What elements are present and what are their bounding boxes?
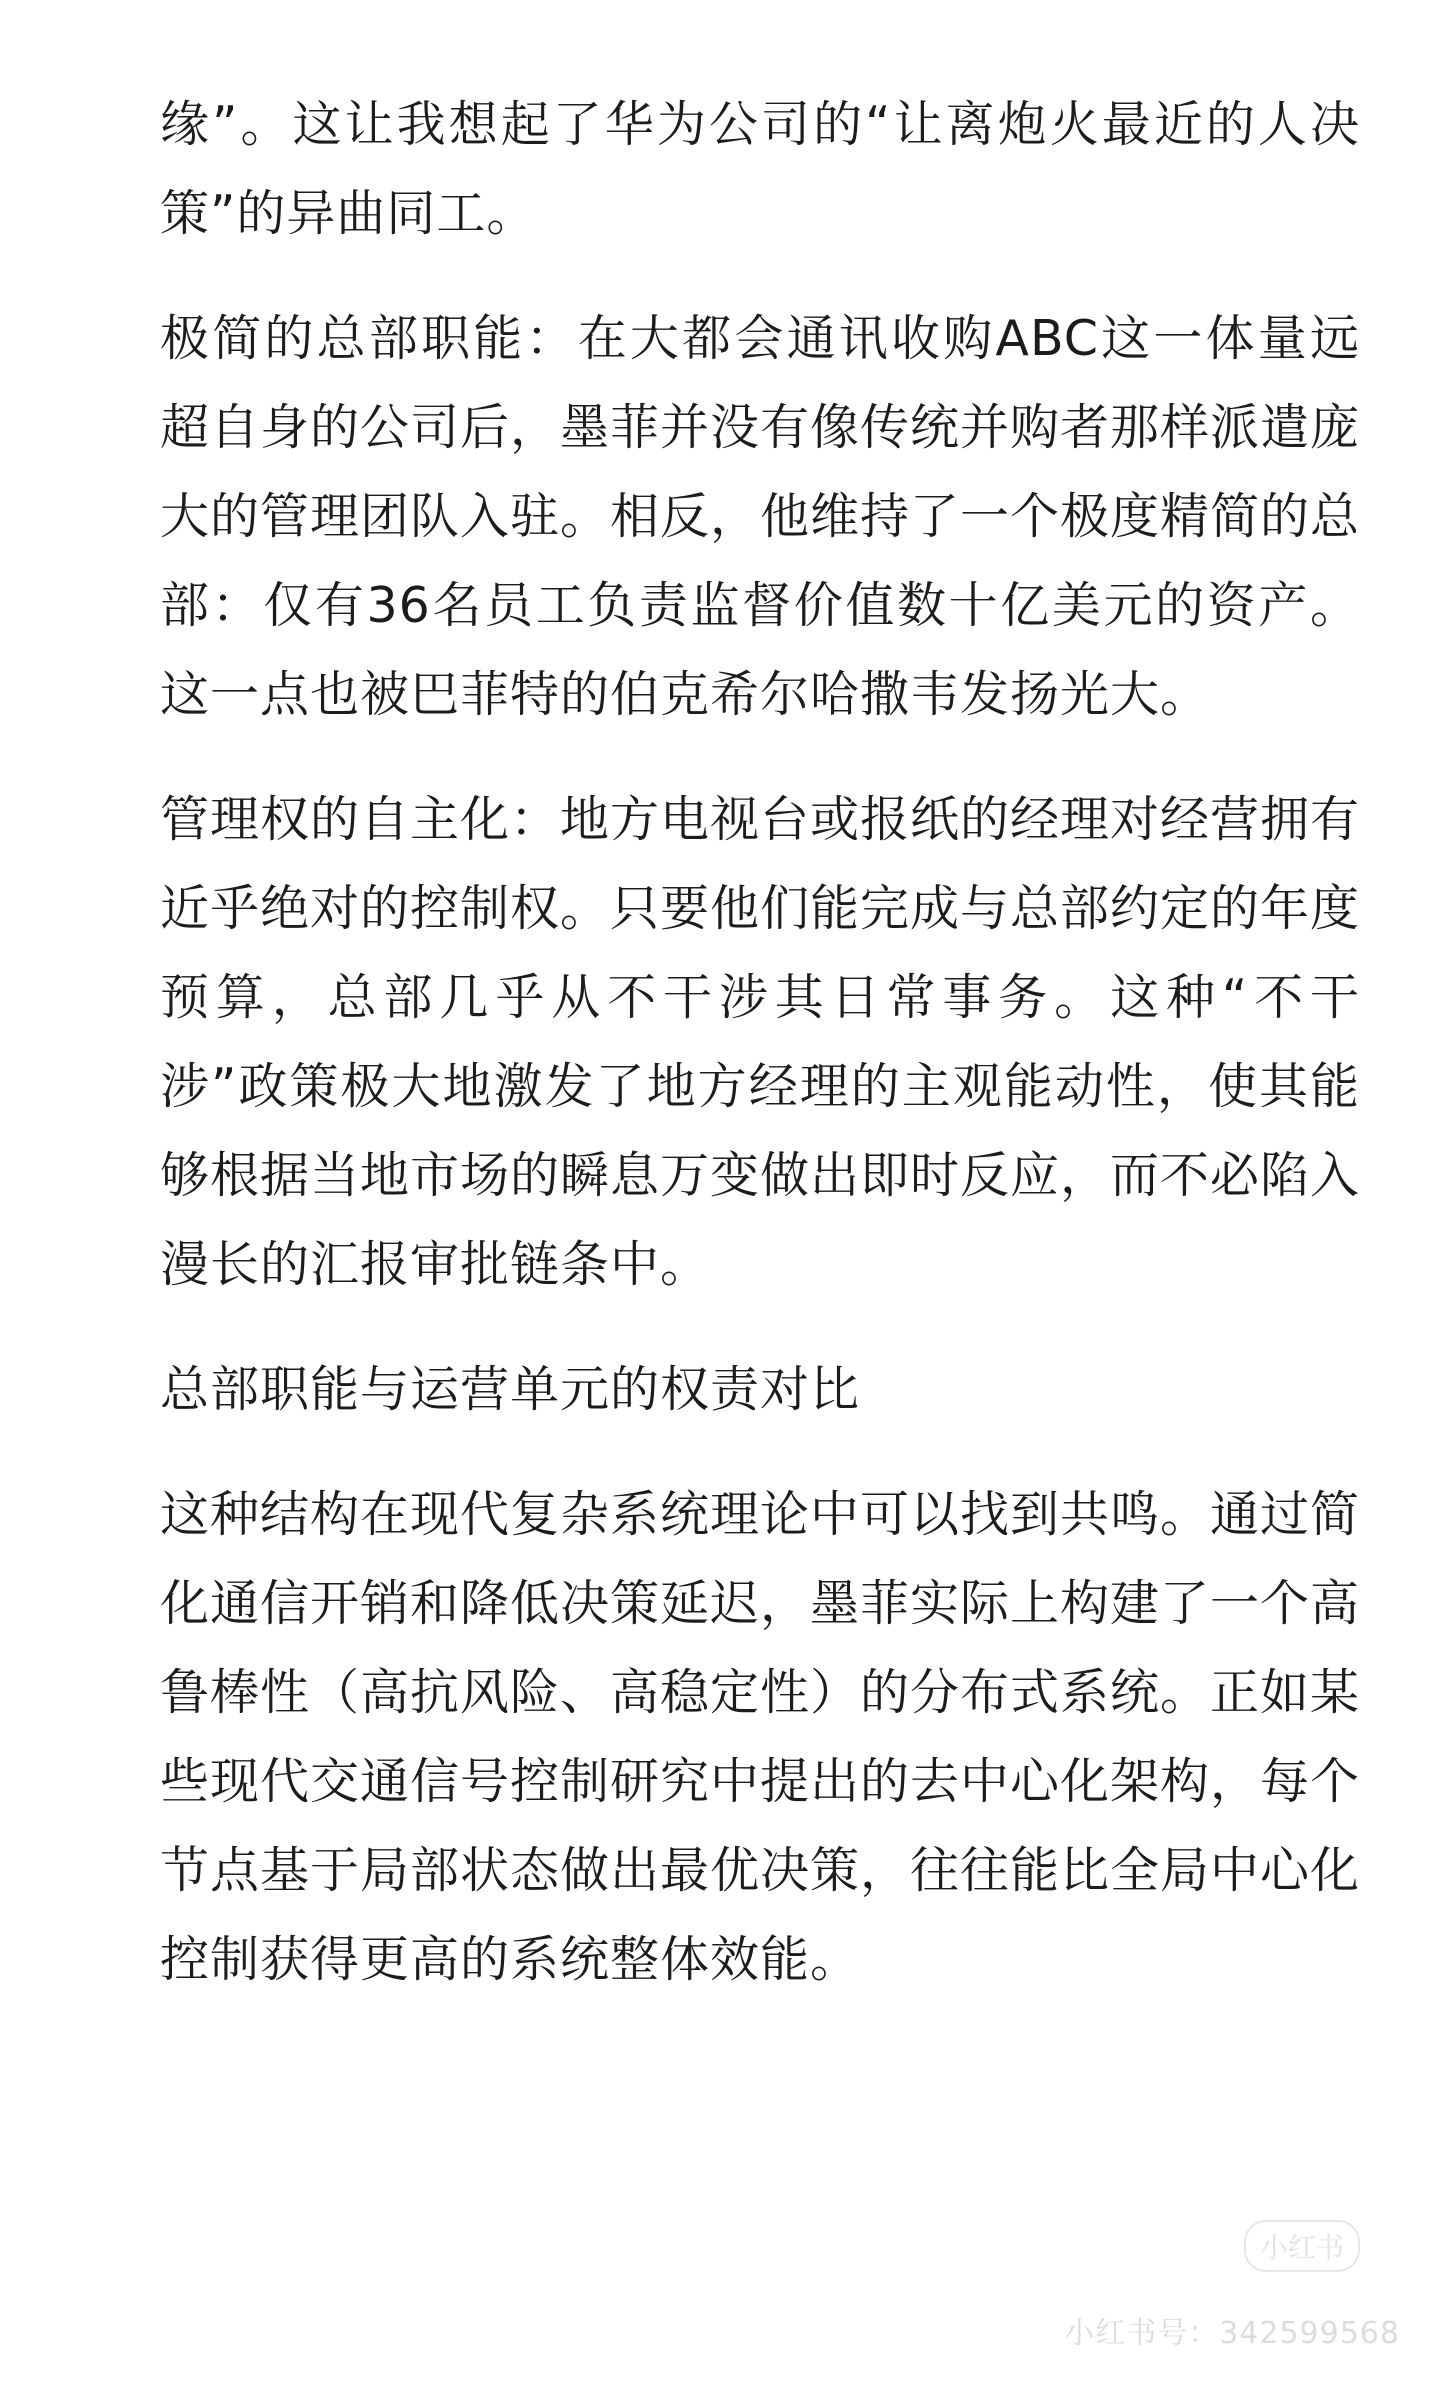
paragraph-systems: 这种结构在现代复杂系统理论中可以找到共鸣。通过简化通信开销和降低决策延迟，墨菲实际上构建了一个高鲁棒性（高抗风险、高稳定性）的分布式系统。正如某些现代交通信号控制研究中提出的去中心化架构，每个节点基于局部状态做出最优决策，往往能比全局中心化控制获得更高的系统整体效能。 xyxy=(160,1486,1361,1988)
watermark-id: 小红书号：342599568 xyxy=(1064,2316,1400,2351)
paragraph-autonomy: 管理权的自主化：地方电视台或报纸的经理对经营拥有近乎绝对的控制权。只要他们能完成与总部约定的年度预算，总部几乎从不干涉其日常事务。这种“不干涉”政策极大地激发了地方经理的主观能动性，使其能够根据当地市场的瞬息万变做出即时反应，而不必陷入漫长的汇报审批链条中。 xyxy=(160,791,1361,1293)
section-heading: 总部职能与运营单元的权责对比 xyxy=(160,1361,861,1418)
watermark xyxy=(1064,2220,1400,2352)
paragraph-headquarters: 极简的总部职能：在大都会通讯收购ABC这一体量远超自身的公司后，墨菲并没有像传统并购者那样派遣庞大的管理团队入驻。相反，他维持了一个极度精简的总部：仅有36名员工负责监督价值数十亿美元的资产。这一点也被巴菲特的伯克希尔哈撒韦发扬光大。 xyxy=(160,310,1361,723)
article-body xyxy=(160,80,1360,2004)
paragraph-intro: 缘”。这让我想起了华为公司的“让离炮火最近的人决策”的异曲同工。 xyxy=(160,96,1360,242)
watermark-logo: 小红书 xyxy=(1244,2220,1360,2272)
